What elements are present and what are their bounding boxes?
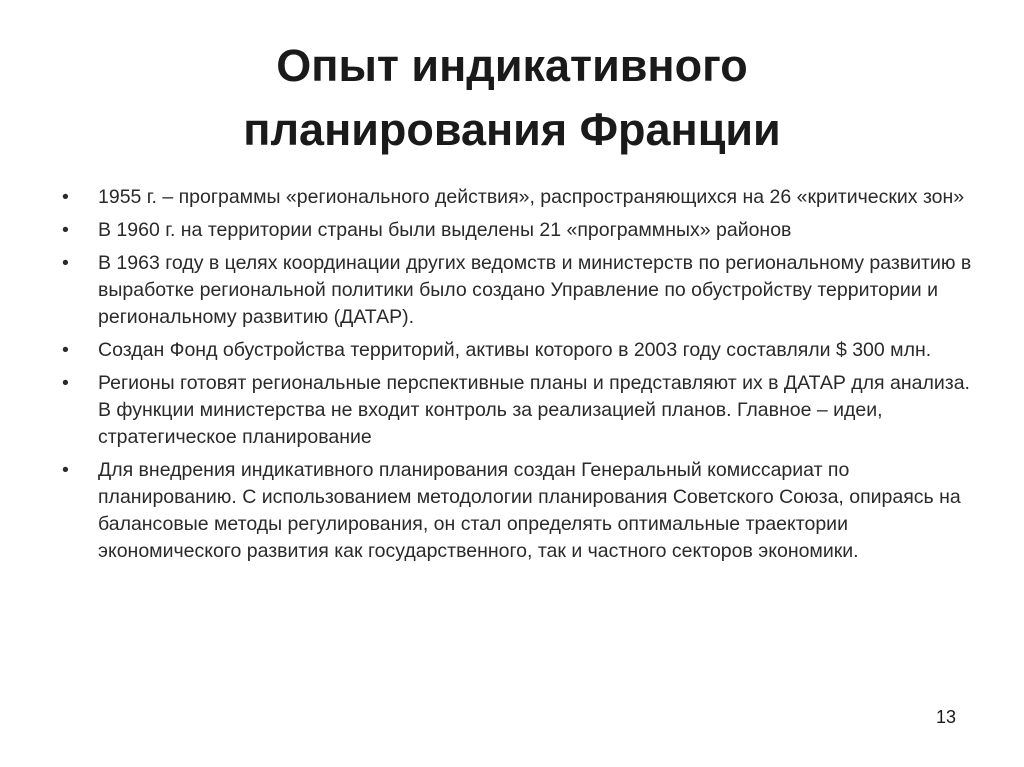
bullet-item-1963-datar: • В 1963 году в целях координации других ведомств и министерств по региональному развитию в выработке региональной политики было создано Управление по обустройству территории и региональному развитию (ДАТАР). [58, 250, 978, 331]
slide-title-line-1: Опыт индикативного [276, 40, 748, 91]
bullet-item-1955-programs: • 1955 г. – программы «регионального действия», распространяющихся на 26 «критических зон» [58, 184, 978, 211]
bullet-item-1960-districts: • В 1960 г. на территории страны были выделены 21 «программных» районов [58, 217, 978, 244]
bullet-item-regional-plans: • Регионы готовят региональные перспективные планы и представляют их в ДАТАР для анализа. В функции министерства не входит контроль за реализацией планов. Главное – идеи, стратегическое планирование [58, 370, 978, 451]
bullet-list [58, 184, 978, 571]
bullet-item-commissariat: • Для внедрения индикативного планирования создан Генеральный комиссариат по планированию. С использованием методологии планирования Советского Союза, опираясь на балансовые методы регулирования, он стал определять оптимальные траектории экономического развития как государственного, так и частного секторов экономики. [58, 457, 978, 565]
slide-title-line-2: планирования Франции [243, 104, 781, 155]
bullet-item-fund: • Создан Фонд обустройства территорий, активы которого в 2003 году составляли $ 300 млн. [58, 337, 978, 364]
page-number: 13 [936, 707, 957, 727]
slide-title [60, 34, 964, 162]
